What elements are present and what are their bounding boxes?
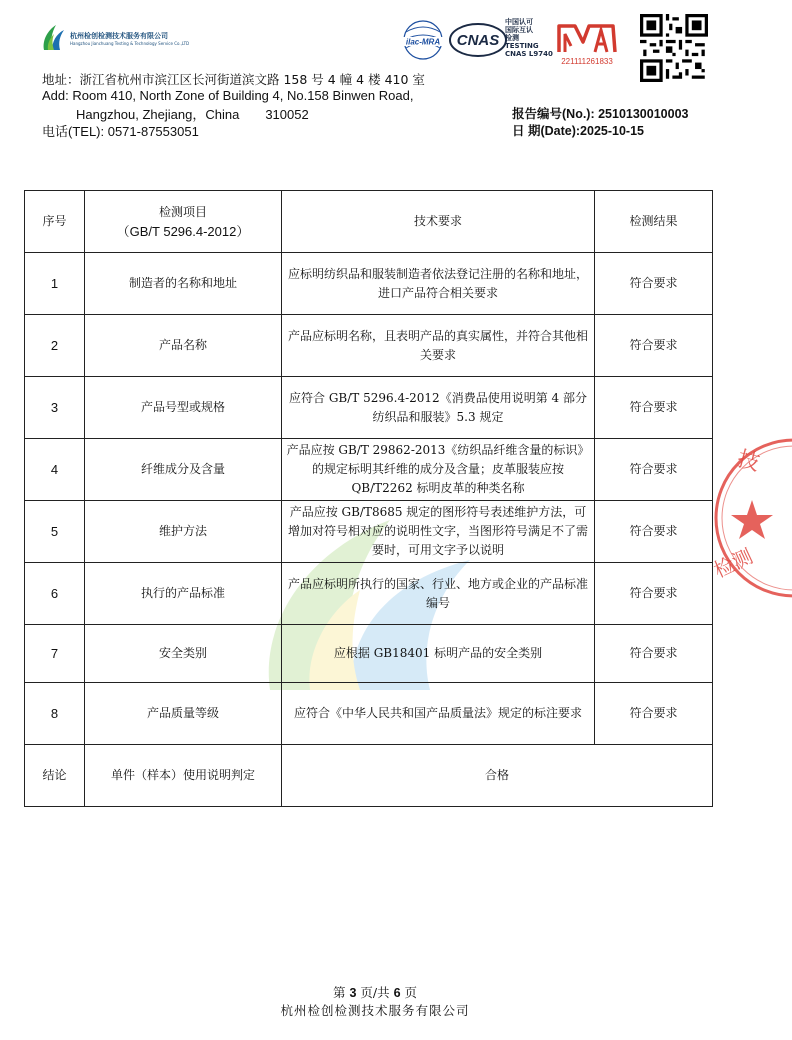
row-item: 维护方法 — [85, 501, 282, 563]
page-total: 6 — [393, 986, 401, 1000]
seal-text-bottom: 检测 — [709, 543, 757, 583]
row-requirement: 应符合《中华人民共和国产品质量法》规定的标注要求 — [282, 683, 595, 745]
header-item-standard: （GB/T 5296.4-2012） — [116, 223, 250, 239]
conclusion-result: 合格 — [282, 745, 713, 807]
official-seal-icon — [709, 420, 792, 620]
address-zip: 310052 — [265, 107, 309, 122]
row-no: 1 — [25, 253, 85, 315]
table-row — [25, 377, 713, 439]
footer-company-name: 杭州检创检测技术服务有限公司 — [280, 1003, 470, 1018]
row-item: 纤维成分及含量 — [85, 439, 282, 501]
row-no: 4 — [25, 439, 85, 501]
row-requirement: 产品应按 GB/T 29862-2013《纺织品纤维含量的标识》的规定标明其纤维的成分及含量；皮革服装应按 QB/T2262 标明皮革的种类名称 — [282, 439, 595, 501]
table-row — [25, 439, 713, 501]
address-en-line1: Add: Room 410, North Zone of Building 4, No.158 Binwen Road, — [42, 88, 414, 103]
row-no: 2 — [25, 315, 85, 377]
cnas-text: CNAS — [456, 32, 500, 49]
address-city: Hangzhou, Zhejiang，China — [76, 107, 240, 122]
page-current: 3 — [349, 986, 357, 1000]
row-result: 符合要求 — [595, 501, 713, 563]
address-cn: 地址：浙江省杭州市滨江区长河街道滨文路 158 号 4 幢 4 楼 410 室 — [42, 72, 425, 87]
table-row — [25, 625, 713, 683]
company-name-cn: 杭州检创检测技术服务有限公司 — [70, 32, 168, 40]
company-name-en: Hangzhou Jianchuang Testing & Technology Service Co.,LTD — [70, 41, 190, 46]
row-requirement: 产品应标明名称，且表明产品的真实属性，并符合其他相关要求 — [282, 315, 595, 377]
cma-logo-icon — [555, 18, 620, 68]
ma-number: 221111261833 — [561, 57, 613, 66]
table-row — [25, 253, 713, 315]
row-requirement: 应标明纺织品和服装制造者依法登记注册的名称和地址，进口产品符合相关要求 — [282, 253, 595, 315]
row-no: 6 — [25, 563, 85, 625]
page-indicator — [0, 983, 750, 1001]
row-result: 符合要求 — [595, 563, 713, 625]
row-no: 8 — [25, 683, 85, 745]
company-logo-icon — [38, 22, 68, 52]
cnas-info-line: CNAS L9740 — [505, 50, 553, 58]
seal-text-top: 技 — [734, 446, 763, 477]
row-requirement: 应根据 GB18401 标明产品的安全类别 — [282, 625, 595, 683]
row-requirement: 应符合 GB/T 5296.4-2012《消费品使用说明第 4 部分纺织品和服装》5.3 规定 — [282, 377, 595, 439]
conclusion-row — [25, 745, 713, 807]
conclusion-label: 结论 — [25, 745, 85, 807]
report-number: 报告编号(No.): 2510130010003 — [512, 107, 689, 121]
header-item — [85, 191, 282, 253]
header-item-title: 检测项目 — [158, 204, 207, 219]
table-row — [25, 683, 713, 745]
header-result: 检测结果 — [595, 191, 713, 253]
row-item: 执行的产品标准 — [85, 563, 282, 625]
table-row — [25, 563, 713, 625]
row-item: 产品号型或规格 — [85, 377, 282, 439]
row-item: 安全类别 — [85, 625, 282, 683]
cnas-info-line: 中国认可 — [505, 18, 533, 26]
row-result: 符合要求 — [595, 625, 713, 683]
row-result: 符合要求 — [595, 253, 713, 315]
header-no: 序号 — [25, 191, 85, 253]
cnas-info-line: 国际互认 — [505, 26, 533, 34]
table-row — [25, 501, 713, 563]
row-item: 产品质量等级 — [85, 683, 282, 745]
table-header-row — [25, 191, 713, 253]
ilac-mra-logo-icon — [400, 18, 446, 64]
row-result: 符合要求 — [595, 439, 713, 501]
row-result: 符合要求 — [595, 315, 713, 377]
page-prefix: 第 — [332, 985, 346, 1000]
telephone: 电话(TEL): 0571-87553051 — [42, 124, 199, 139]
header-requirement: 技术要求 — [282, 191, 595, 253]
ilac-text: ilac-MRA — [405, 37, 441, 47]
row-no: 3 — [25, 377, 85, 439]
cnas-accreditation-info — [505, 18, 553, 58]
report-date: 日 期(Date):2025-10-15 — [512, 124, 644, 138]
page-suffix: 页 — [404, 985, 418, 1000]
row-item: 制造者的名称和地址 — [85, 253, 282, 315]
row-requirement: 产品应标明所执行的国家、行业、地方或企业的产品标准编号 — [282, 563, 595, 625]
row-result: 符合要求 — [595, 683, 713, 745]
inspection-table — [24, 190, 713, 807]
cnas-info-line: TESTING — [505, 42, 539, 50]
cnas-info-line: 检测 — [505, 34, 519, 42]
qr-code-icon[interactable] — [640, 14, 708, 82]
row-no: 7 — [25, 625, 85, 683]
cnas-logo-icon — [448, 22, 508, 58]
row-requirement: 产品应按 GB/T8685 规定的图形符号表述维护方法，可增加对符号相对应的说明性文字，当图形符号满足不了需要时，可用文字予以说明 — [282, 501, 595, 563]
row-no: 5 — [25, 501, 85, 563]
row-item: 产品名称 — [85, 315, 282, 377]
table-row — [25, 315, 713, 377]
page-mid: 页/共 — [360, 985, 390, 1000]
row-result: 符合要求 — [595, 377, 713, 439]
conclusion-item: 单件（样本）使用说明判定 — [85, 745, 282, 807]
